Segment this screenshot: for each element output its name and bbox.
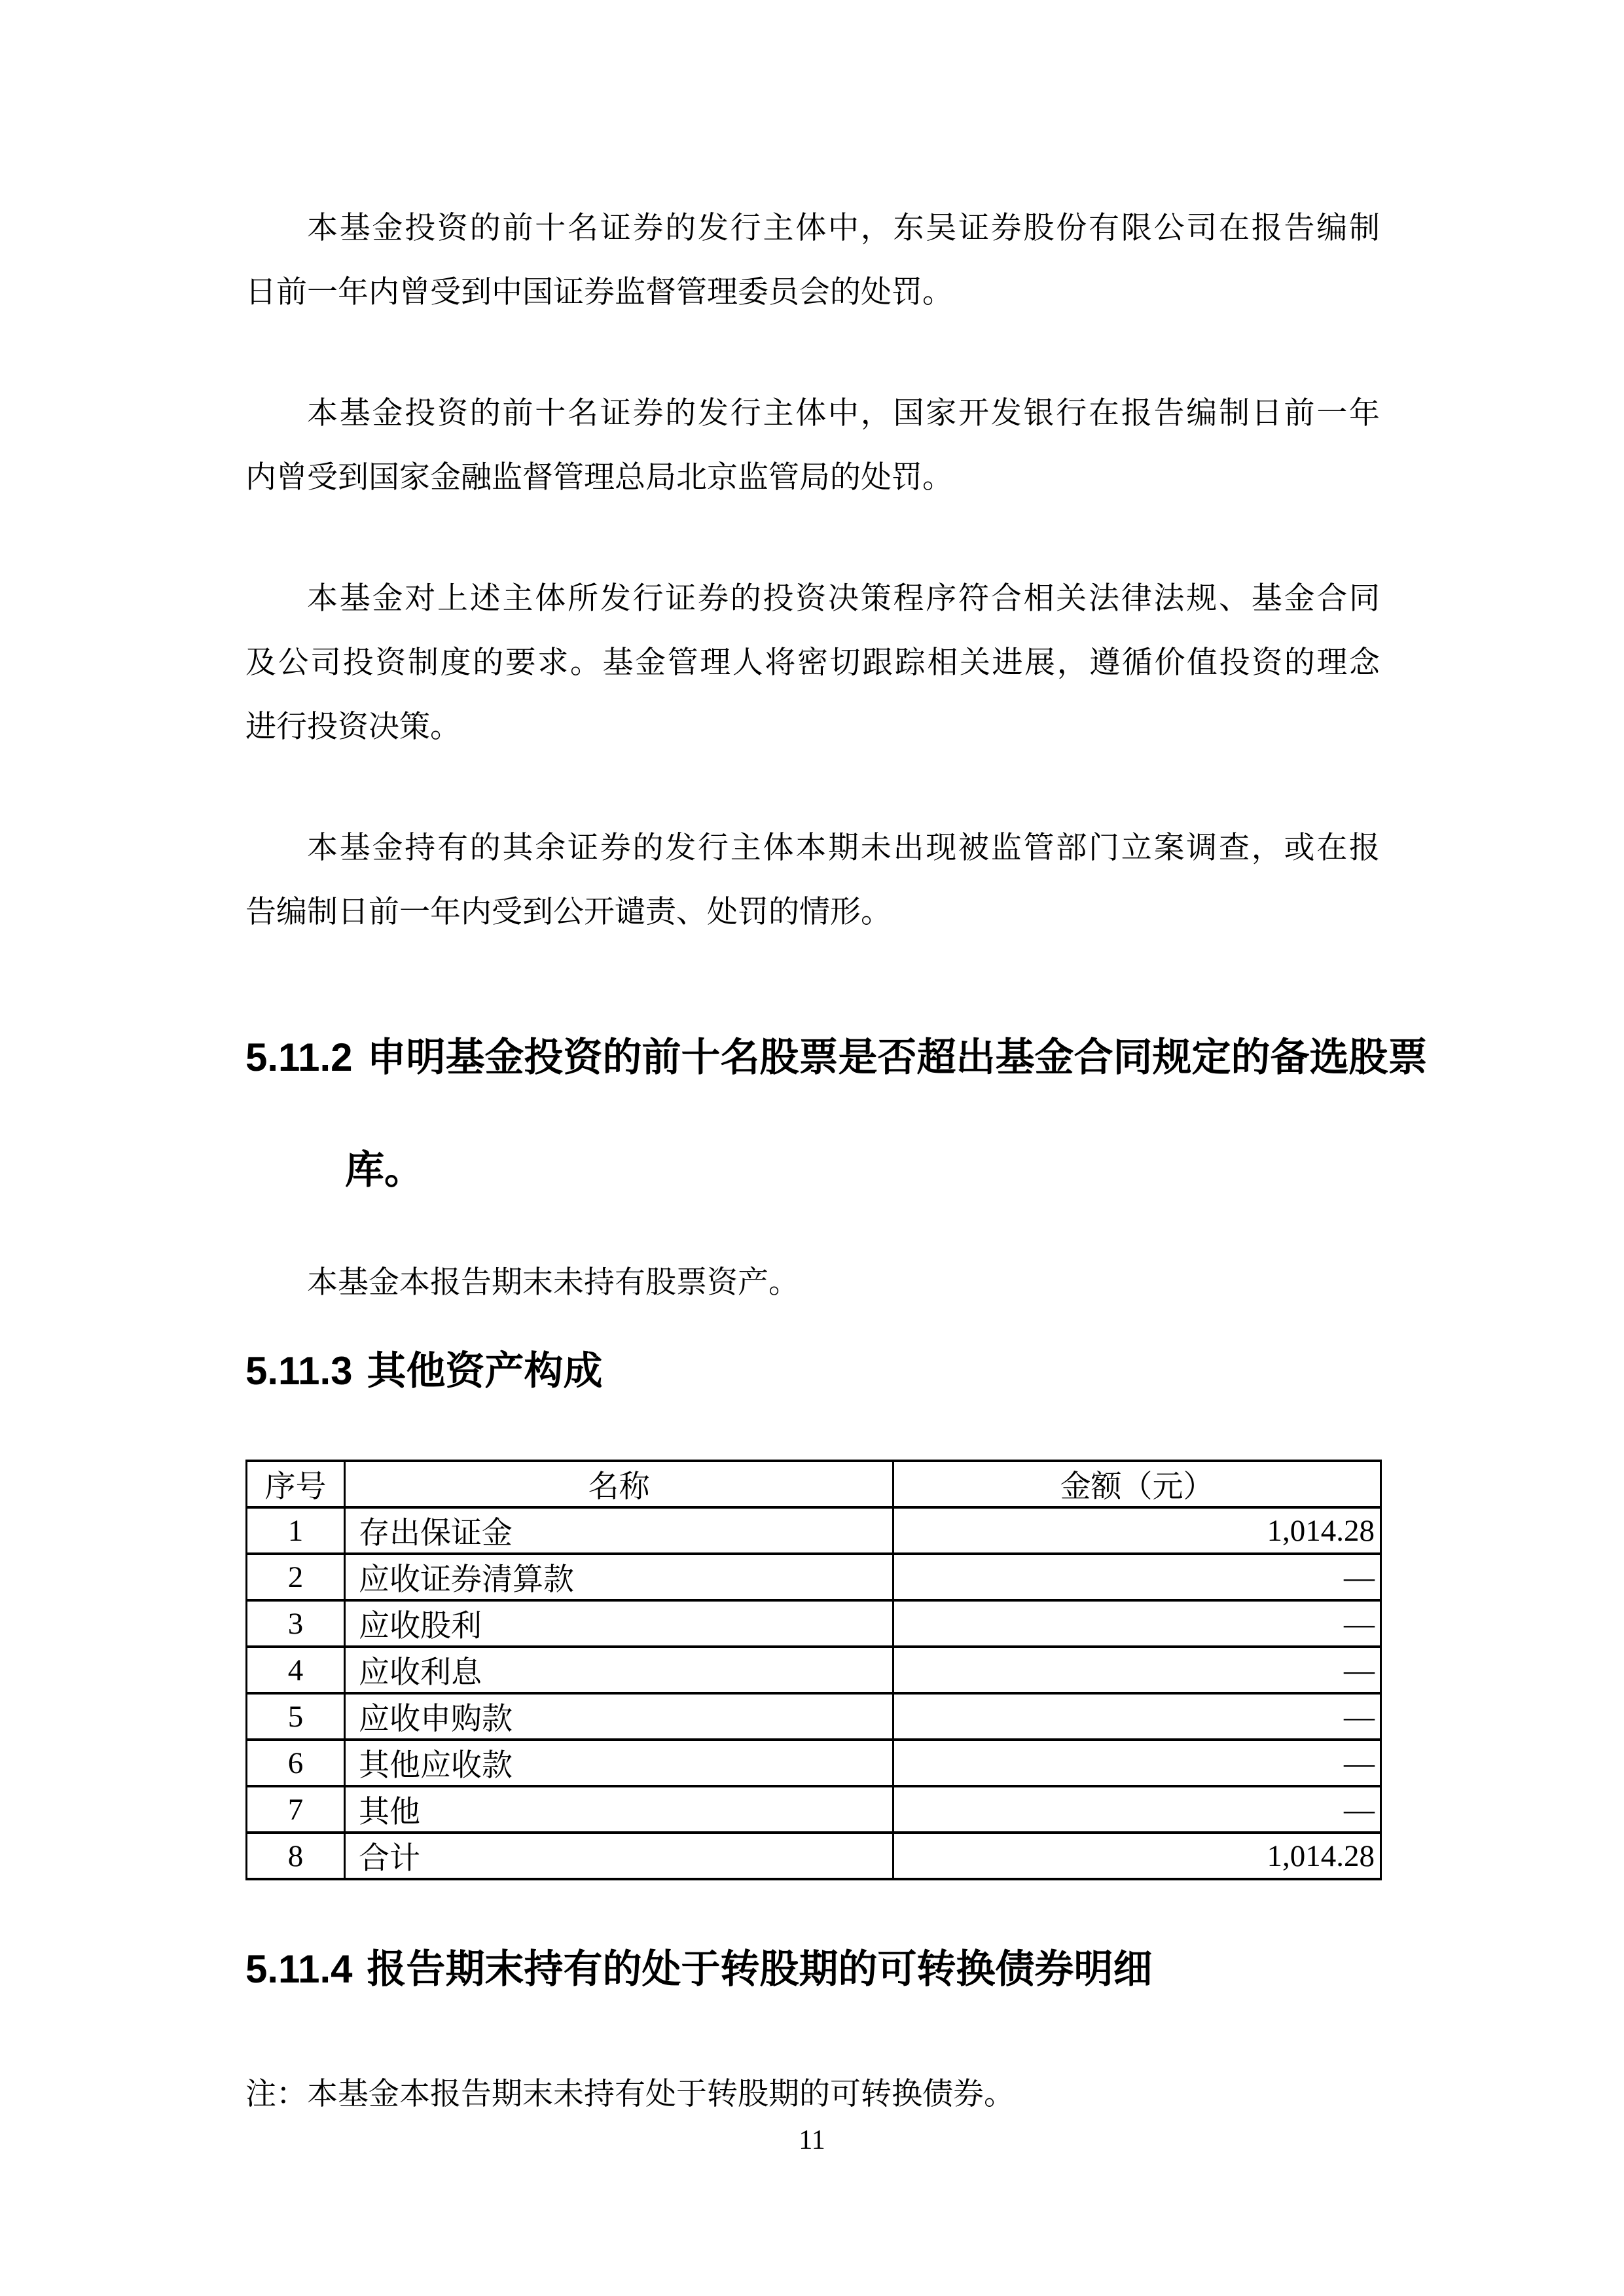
column-header-name: 名称	[345, 1461, 893, 1507]
table-row	[247, 1740, 1381, 1786]
cell-name: 应收利息	[345, 1647, 893, 1693]
section-heading-5-11-2	[245, 1001, 1428, 1227]
heading-text: 其他资产构成	[367, 1349, 603, 1393]
paragraph-line: 本基金投资的前十名证券的发行主体中，国家开发银行在报告编制日前一年	[307, 397, 1380, 431]
heading-line	[245, 1913, 1380, 2026]
paragraph-line: 内曾受到国家金融监督管理总局北京监管局的处罚。	[245, 461, 953, 495]
table-row-total	[247, 1833, 1381, 1879]
table-row	[247, 1693, 1381, 1740]
table-row	[247, 1600, 1381, 1647]
table-row	[247, 1554, 1381, 1600]
cell-name: 其他应收款	[345, 1740, 893, 1786]
section-heading-5-11-4	[245, 1913, 1380, 2026]
table-header-row	[247, 1461, 1381, 1507]
cell-index: 7	[247, 1786, 345, 1833]
cell-name: 应收股利	[345, 1600, 893, 1647]
cell-index: 5	[247, 1693, 345, 1740]
cell-amount: 1,014.28	[893, 1507, 1381, 1554]
cell-amount: —	[893, 1786, 1381, 1833]
heading-text: 报告期末持有的处于转股期的可转换债券明细	[367, 1947, 1153, 1991]
cell-amount: —	[893, 1740, 1381, 1786]
cell-name: 其他	[345, 1786, 893, 1833]
paragraph-other-securities	[245, 816, 1380, 944]
paragraph-line: 本基金持有的其余证券的发行主体本期未出现被监管部门立案调查，或在报	[307, 831, 1380, 865]
page-content	[245, 196, 1428, 2126]
paragraph-investment-decision	[245, 567, 1380, 759]
cell-name: 应收申购款	[345, 1693, 893, 1740]
paragraph-no-stock-assets	[245, 1251, 1380, 1315]
heading-line	[245, 1315, 1380, 1427]
paragraph-line: 告编制日前一年内受到公开谴责、处罚的情形。	[245, 895, 892, 929]
table-row	[247, 1507, 1381, 1554]
heading-line-continuation: 库。	[345, 1148, 424, 1192]
table-row	[247, 1786, 1381, 1833]
paragraph-sanction-cdb	[245, 382, 1380, 510]
heading-text: 申明基金投资的前十名股票是否超出基金合同规定的备选股票	[367, 1035, 1428, 1079]
cell-index: 8	[247, 1833, 345, 1879]
paragraph-sanction-dongwu	[245, 196, 1380, 325]
cell-name: 合计	[345, 1833, 893, 1879]
cell-index: 6	[247, 1740, 345, 1786]
paragraph-line: 进行投资决策。	[245, 710, 461, 744]
paragraph-line: 日前一年内曾受到中国证券监督管理委员会的处罚。	[245, 276, 953, 310]
cell-index: 1	[247, 1507, 345, 1554]
page-number: 11	[799, 2125, 825, 2155]
column-header-index: 序号	[247, 1461, 345, 1507]
cell-amount: 1,014.28	[893, 1833, 1381, 1879]
paragraph-line: 本基金投资的前十名证券的发行主体中，东吴证券股份有限公司在报告编制	[307, 211, 1380, 245]
table-row	[247, 1647, 1381, 1693]
cell-amount: —	[893, 1600, 1381, 1647]
cell-amount: —	[893, 1693, 1381, 1740]
other-assets-table	[245, 1460, 1382, 1880]
heading-line	[245, 1001, 1428, 1114]
cell-index: 3	[247, 1600, 345, 1647]
cell-amount: —	[893, 1554, 1381, 1600]
paragraph-line: 本基金对上述主体所发行证券的投资决策程序符合相关法律法规、基金合同	[307, 582, 1380, 616]
column-header-amount: 金额（元）	[893, 1461, 1381, 1507]
heading-number: 5.11.4	[245, 1947, 353, 1991]
cell-name: 存出保证金	[345, 1507, 893, 1554]
note-convertible-bonds: 注：本基金本报告期末未持有处于转股期的可转换债券。	[245, 2077, 1015, 2111]
section-heading-5-11-3	[245, 1315, 1380, 1427]
cell-index: 4	[247, 1647, 345, 1693]
paragraph-line: 本基金本报告期末未持有股票资产。	[307, 1266, 799, 1300]
heading-number: 5.11.2	[245, 1035, 353, 1079]
cell-amount: —	[893, 1647, 1381, 1693]
cell-name: 应收证券清算款	[345, 1554, 893, 1600]
cell-index: 2	[247, 1554, 345, 1600]
paragraph-line: 及公司投资制度的要求。基金管理人将密切跟踪相关进展，遵循价值投资的理念	[245, 646, 1380, 680]
heading-number: 5.11.3	[245, 1349, 353, 1393]
